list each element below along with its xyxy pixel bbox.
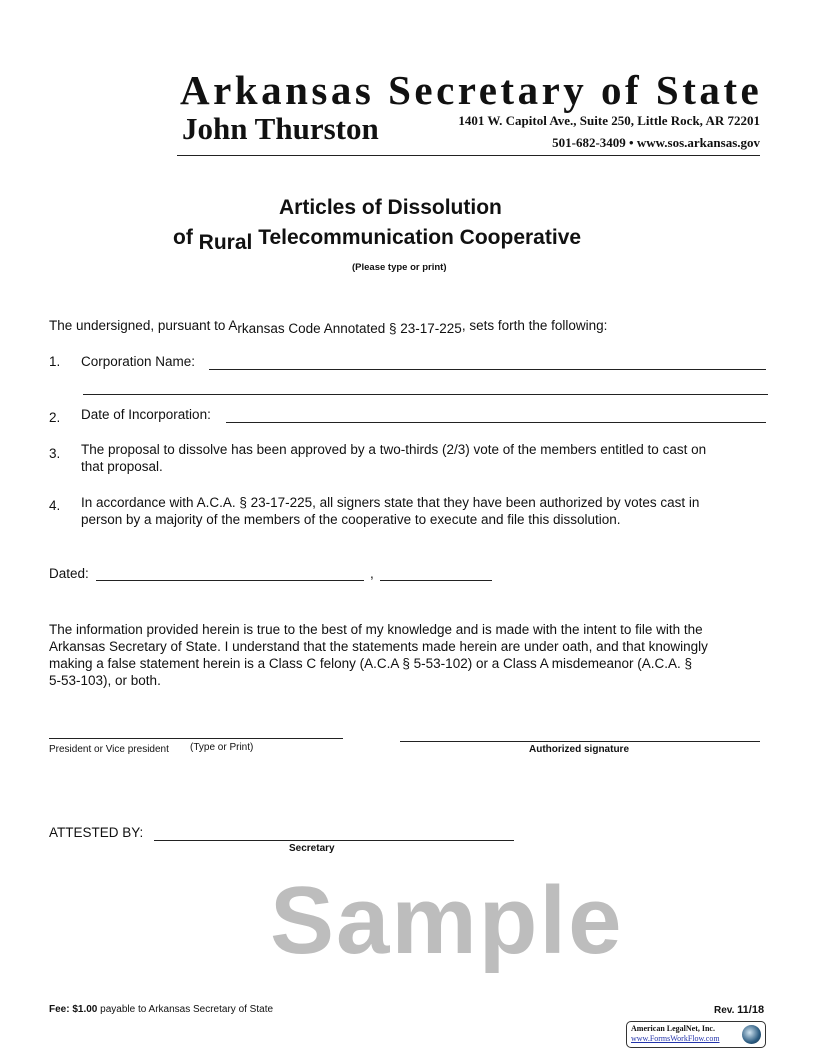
instruction: (Please type or print) [352,262,447,273]
date-of-incorporation-label: Date of Incorporation: [81,407,211,422]
subtitle-of: of [173,226,193,249]
dated-field[interactable] [96,580,364,581]
oath-text: Arkansas Secretary of State. I understand that the statements made herein are under oath, and that knowingly [49,639,708,654]
logo-url[interactable]: www.FormsWorkFlow.com [631,1034,720,1043]
rev-date: 11/18 [737,1004,765,1016]
logo-name: American LegalNet, Inc. [631,1024,715,1033]
type-print-label: (Type or Print) [190,742,254,753]
item-number: 3. [49,446,61,461]
form-subtitle [173,226,582,254]
item-number: 4. [49,498,61,513]
attested-by-label: ATTESTED BY: [49,825,144,840]
intro-suffix: , sets forth the following: [461,318,608,333]
oath-text: The information provided herein is true to the best of my knowledge and is made with the intent to file with the [49,622,703,637]
corporation-name-field-2[interactable] [83,394,768,395]
american-legalnet-logo [626,1021,766,1048]
item-3-text-2: that proposal. [81,459,163,474]
oath-text: 5-53-103), or both. [49,673,161,688]
authorized-signature-field[interactable] [400,741,760,742]
intro-prefix: The undersigned, pursuant to A [49,318,238,333]
item-number: 2. [49,410,61,425]
corporation-name-label: Corporation Name: [81,354,196,369]
authorized-signature-label: Authorized signature [529,744,630,755]
item-3-text: The proposal to dissolve has been approved by a two-thirds (2/3) vote of the members entitled to cast on [81,442,707,457]
item-number: 1. [49,354,61,369]
subtitle-rest: Telecommunication Cooperative [258,226,582,249]
dated-separator: , [370,566,374,581]
secretary-label: Secretary [289,843,335,854]
address: 1401 W. Capitol Ave., Suite 250, Little Rock, AR 72201 [458,113,760,128]
sample-watermark: Sample [270,867,624,974]
dated-year-field[interactable] [380,580,492,581]
corporation-name-field[interactable] [209,369,766,370]
oath-text: making a false statement herein is a Class C felony (A.C.A § 5-53-102) or a Class A misdemeanor (A.C.A. § [49,656,693,671]
header-rule [177,155,760,156]
fee-payee: payable to Arkansas Secretary of State [100,1004,274,1015]
revision [714,1004,764,1016]
official-name: John Thurston [182,111,379,146]
intro-code: rkansas Code Annotated § 23-17-225 [237,321,462,336]
fee-amount: Fee: $1.00 [49,1004,98,1015]
date-of-incorporation-field[interactable] [226,422,766,423]
fee-text [49,1004,273,1015]
secretary-signature-field[interactable] [154,840,514,841]
globe-icon [742,1025,761,1044]
president-label: President or Vice president [49,744,169,755]
contact: 501-682-3409 • www.sos.arkansas.gov [552,135,760,150]
item-4-text-2: person by a majority of the members of the cooperative to execute and file this dissolution. [81,512,621,527]
dated-label: Dated: [49,566,89,581]
rev-label: Rev. [714,1005,735,1016]
form-title: Articles of Dissolution [279,196,502,219]
subtitle-rural: Rural [198,231,253,254]
agency-title: Arkansas Secretary of State [180,67,763,113]
intro [49,318,608,336]
item-4-text: In accordance with A.C.A. § 23-17-225, all signers state that they have been authorized by votes cast in [81,495,700,510]
president-name-field[interactable] [49,738,343,739]
